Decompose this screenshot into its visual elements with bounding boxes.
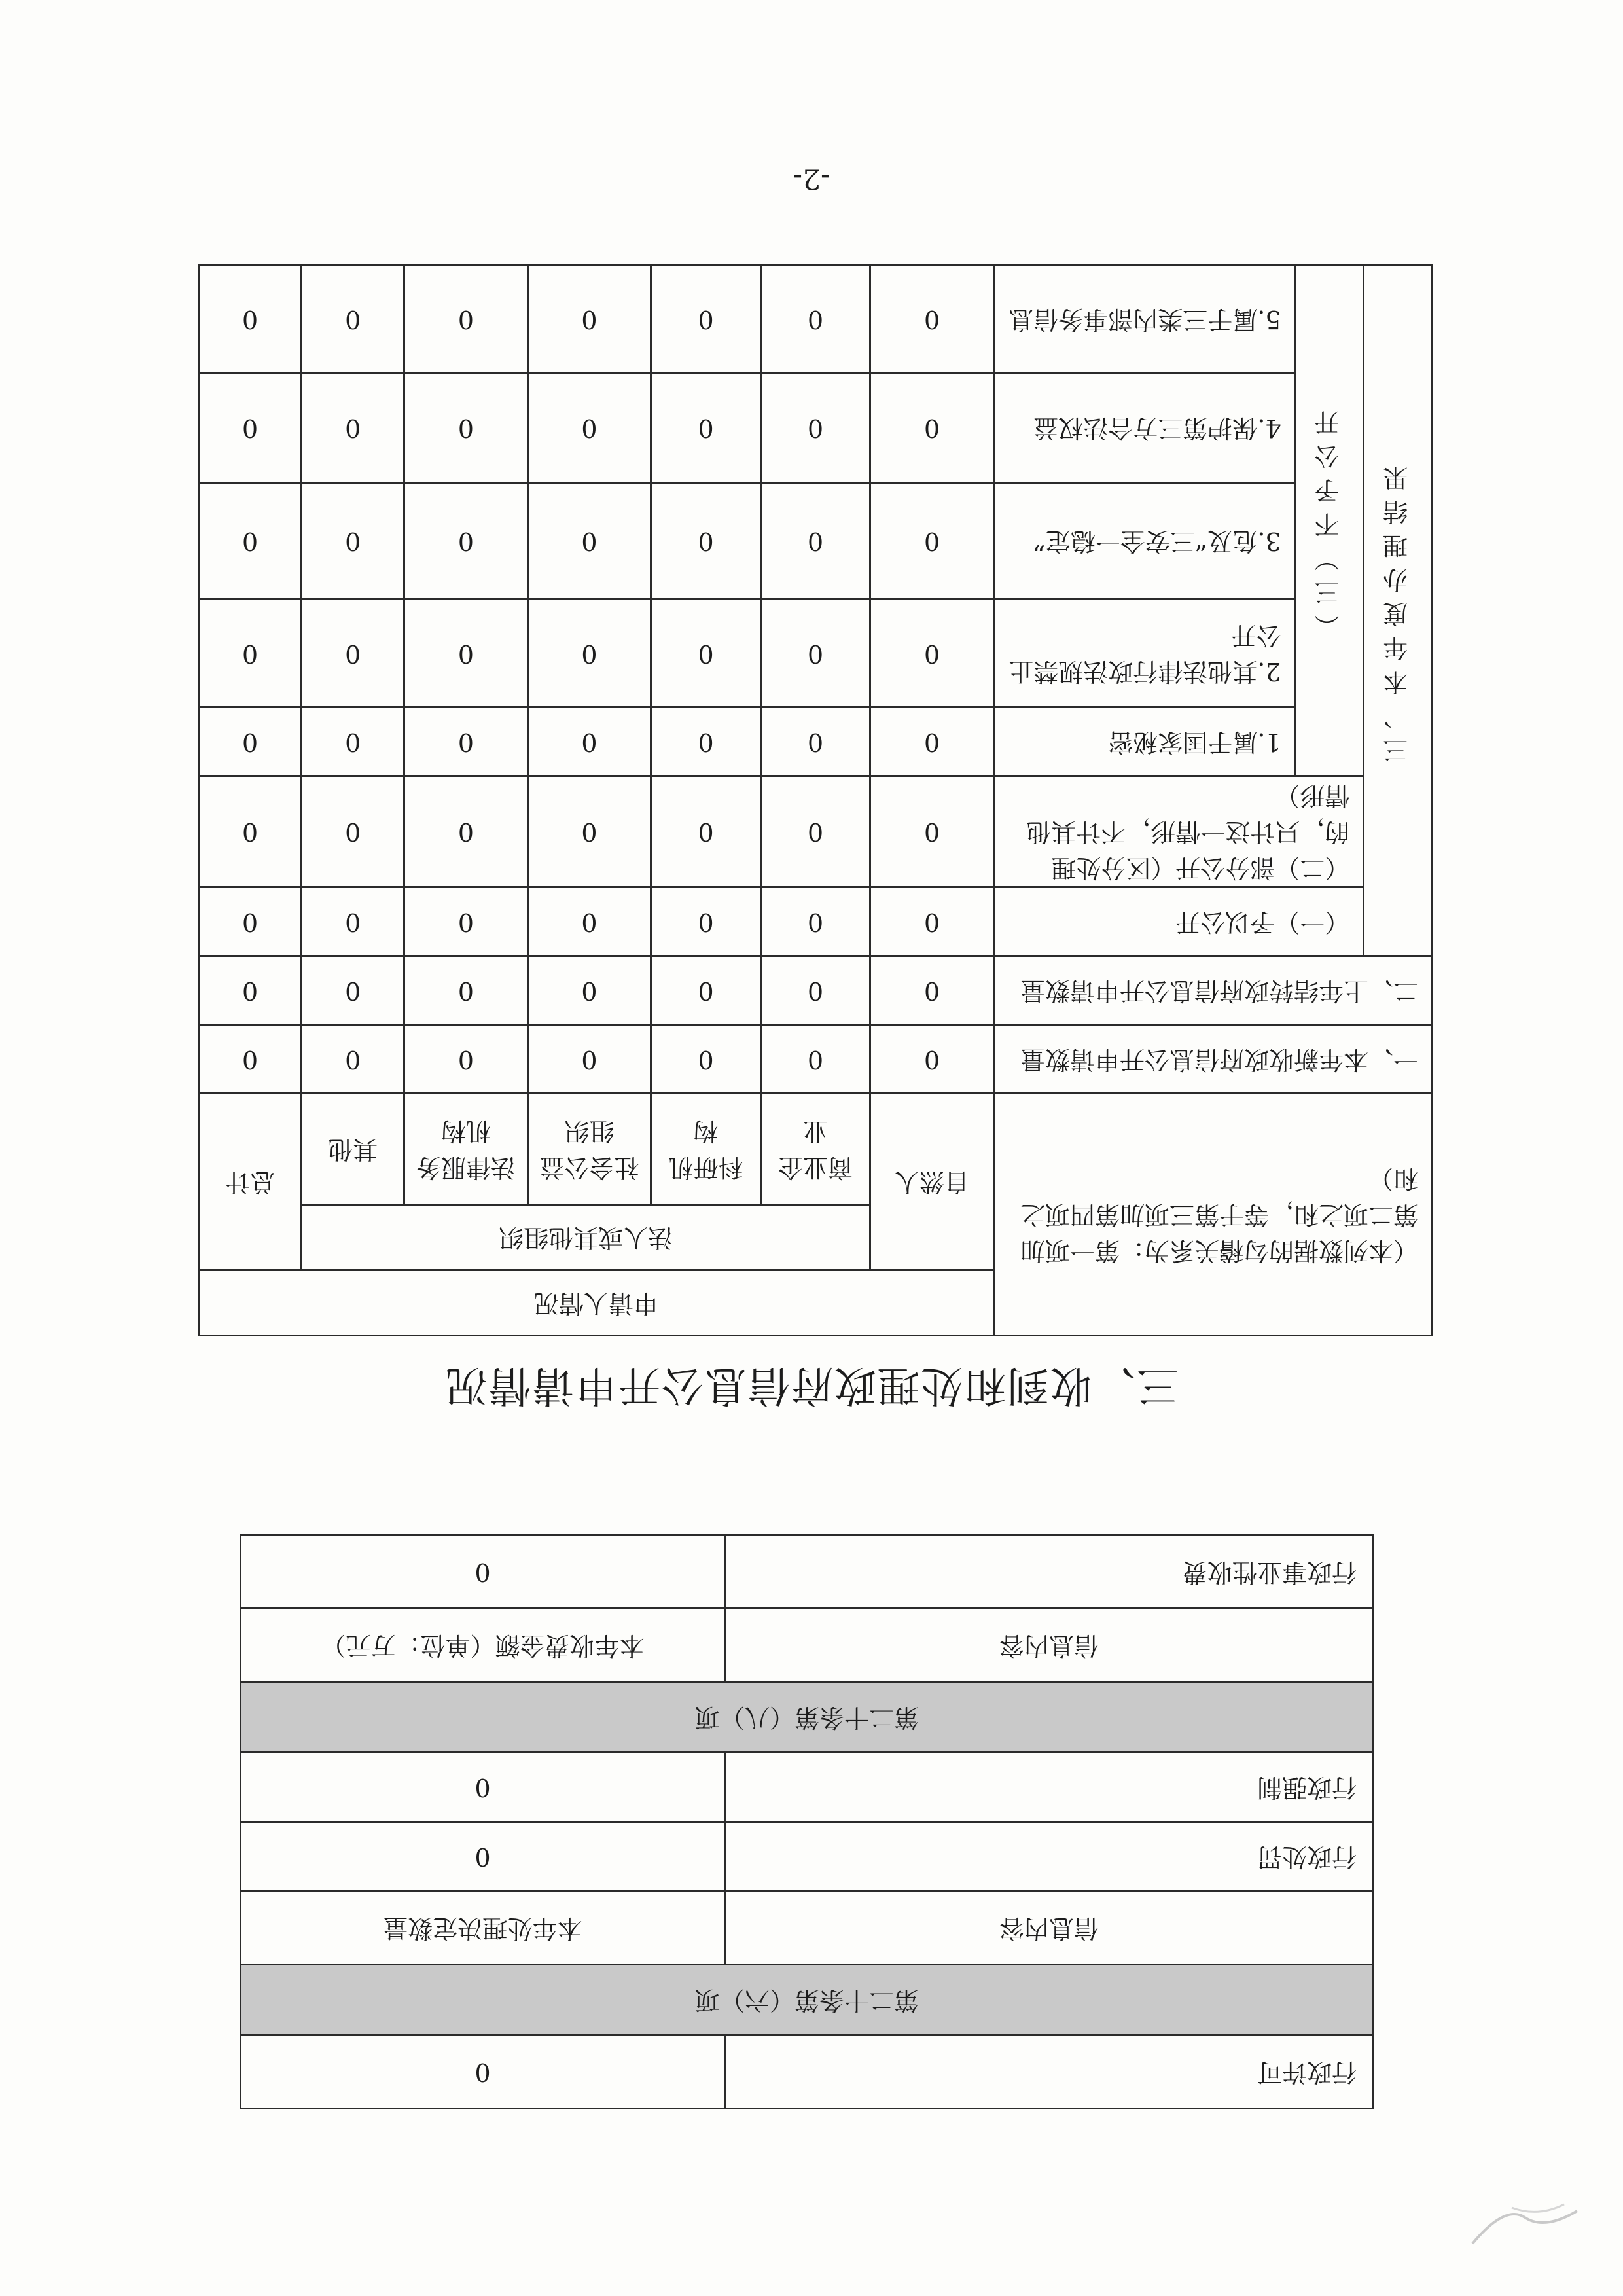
fee-and-decision-table [240,1534,1374,2109]
col-header: 商业企业 [760,1094,870,1205]
total-header: 总计 [199,1094,302,1270]
table-header-row [241,1609,1374,1682]
cell: 0 [302,708,404,776]
row-label: 二、上年结转政府信息公开申请数量 [993,956,1432,1025]
section-heading-row [241,1965,1374,2036]
cell: 0 [404,888,528,956]
table-row [199,600,1433,708]
cell: 0 [651,956,761,1025]
cell: 0 [302,600,404,708]
row-value: 0 [241,1535,725,1609]
table-row [199,888,1433,956]
cell: 0 [199,708,302,776]
page-number: -2- [793,162,830,195]
cell: 0 [404,776,528,888]
header-cell: 信息内容 [725,1892,1374,1965]
cell: 0 [404,708,528,776]
table-row [199,708,1433,776]
cell: 0 [527,600,651,708]
row-label: 4.保护第三方合法权益 [993,373,1295,483]
section-title: 三、收到和处理政府信息公开申请情况 [444,1361,1179,1409]
cell: 0 [302,956,404,1025]
row-label: （一）予以公开 [993,888,1363,956]
cell: 0 [760,600,870,708]
row-label: 5.属于三类内部事务信息 [993,265,1295,373]
table-row [199,483,1433,600]
row-label: （二）部分公开（区分处理的，只计这一情形，不计其他情形） [993,776,1363,888]
cell: 0 [527,956,651,1025]
cell: 0 [651,600,761,708]
cell: 0 [199,600,302,708]
cell: 0 [760,373,870,483]
table-row [199,1025,1433,1094]
table-row [241,1753,1374,1822]
table-row [199,956,1433,1025]
cell: 0 [527,888,651,956]
cell: 0 [760,265,870,373]
row-value: 0 [241,1753,725,1822]
section-heading-row [241,1682,1374,1753]
cell: 0 [870,373,994,483]
application-status-table [198,264,1433,1336]
table-row [241,2036,1374,2109]
row-value: 0 [241,1822,725,1892]
cell: 0 [404,373,528,483]
row-label: 行政强制 [725,1753,1374,1822]
cell: 0 [404,956,528,1025]
cell: 0 [870,888,994,956]
col-header: 社会公益组织 [527,1094,651,1205]
cell: 0 [760,888,870,956]
header-cell: 本年处理决定数量 [241,1892,725,1965]
legal-entity-header: 法人或其他组织 [302,1205,870,1270]
table-row [199,265,1433,373]
cell: 0 [302,776,404,888]
col-header: 科研机构 [651,1094,761,1205]
cell: 0 [302,483,404,600]
cell: 0 [760,776,870,888]
row-label: 行政处罚 [725,1822,1374,1892]
cell: 0 [870,956,994,1025]
cell: 0 [199,888,302,956]
section-heading: 第二十条第（六）项 [241,1965,1374,2036]
row-label: 1.属于国家秘密 [993,708,1295,776]
cell: 0 [651,708,761,776]
cell: 0 [651,373,761,483]
cell: 0 [404,265,528,373]
cell: 0 [651,265,761,373]
cell: 0 [760,1025,870,1094]
row-label: 2.其他法律行政法规禁止公开 [993,600,1295,708]
row-label: 行政事业性收费 [725,1535,1374,1609]
table-row [241,1822,1374,1892]
cell: 0 [302,1025,404,1094]
cell: 0 [527,708,651,776]
cell: 0 [404,1025,528,1094]
cell: 0 [651,776,761,888]
cell: 0 [870,600,994,708]
cell: 0 [199,956,302,1025]
cell: 0 [199,265,302,373]
applicant-header: 申请人情况 [199,1270,994,1336]
cell: 0 [302,373,404,483]
result-group-label: 三、本年度办理结果 [1364,265,1433,956]
table-header-row [199,1270,1433,1336]
cell: 0 [760,956,870,1025]
section-heading: 第二十条第（八）项 [241,1682,1374,1753]
cell: 0 [760,483,870,600]
col-header: 其他 [302,1094,404,1205]
paper-fold-mark [1466,2191,1584,2270]
cell: 0 [870,265,994,373]
cell: 0 [760,708,870,776]
row-label: 行政许可 [725,2036,1374,2109]
header-cell: 信息内容 [725,1609,1374,1682]
cell: 0 [199,776,302,888]
cell: 0 [870,483,994,600]
cell: 0 [527,373,651,483]
cell: 0 [527,776,651,888]
table-row [241,1535,1374,1609]
cell: 0 [651,483,761,600]
cell: 0 [870,1025,994,1094]
cell: 0 [527,1025,651,1094]
table-header-row [241,1892,1374,1965]
no-open-group-label: （三）不予公开 [1295,265,1364,776]
cell: 0 [404,600,528,708]
cell: 0 [527,265,651,373]
col-header: 法律服务机构 [404,1094,528,1205]
row-value: 0 [241,2036,725,2109]
cell: 0 [302,265,404,373]
table-row [199,776,1433,888]
cell: 0 [199,483,302,600]
cell: 0 [651,1025,761,1094]
row-label: 3.危及“三安全一稳定” [993,483,1295,600]
cell: 0 [527,483,651,600]
row-label: 一、本年新收政府信息公开申请数量 [993,1025,1432,1094]
cell: 0 [870,776,994,888]
cell: 0 [870,708,994,776]
natural-person-header: 自然人 [870,1094,994,1270]
cell: 0 [199,1025,302,1094]
header-cell: 本年收费金额（单位：万元） [241,1609,725,1682]
cell: 0 [651,888,761,956]
cell: 0 [199,373,302,483]
corner-note: （本列数据的勾稽关系为：第一项加第二项之和，等于第三项加第四项之和） [993,1094,1432,1336]
cell: 0 [404,483,528,600]
table-row [199,373,1433,483]
cell: 0 [302,888,404,956]
